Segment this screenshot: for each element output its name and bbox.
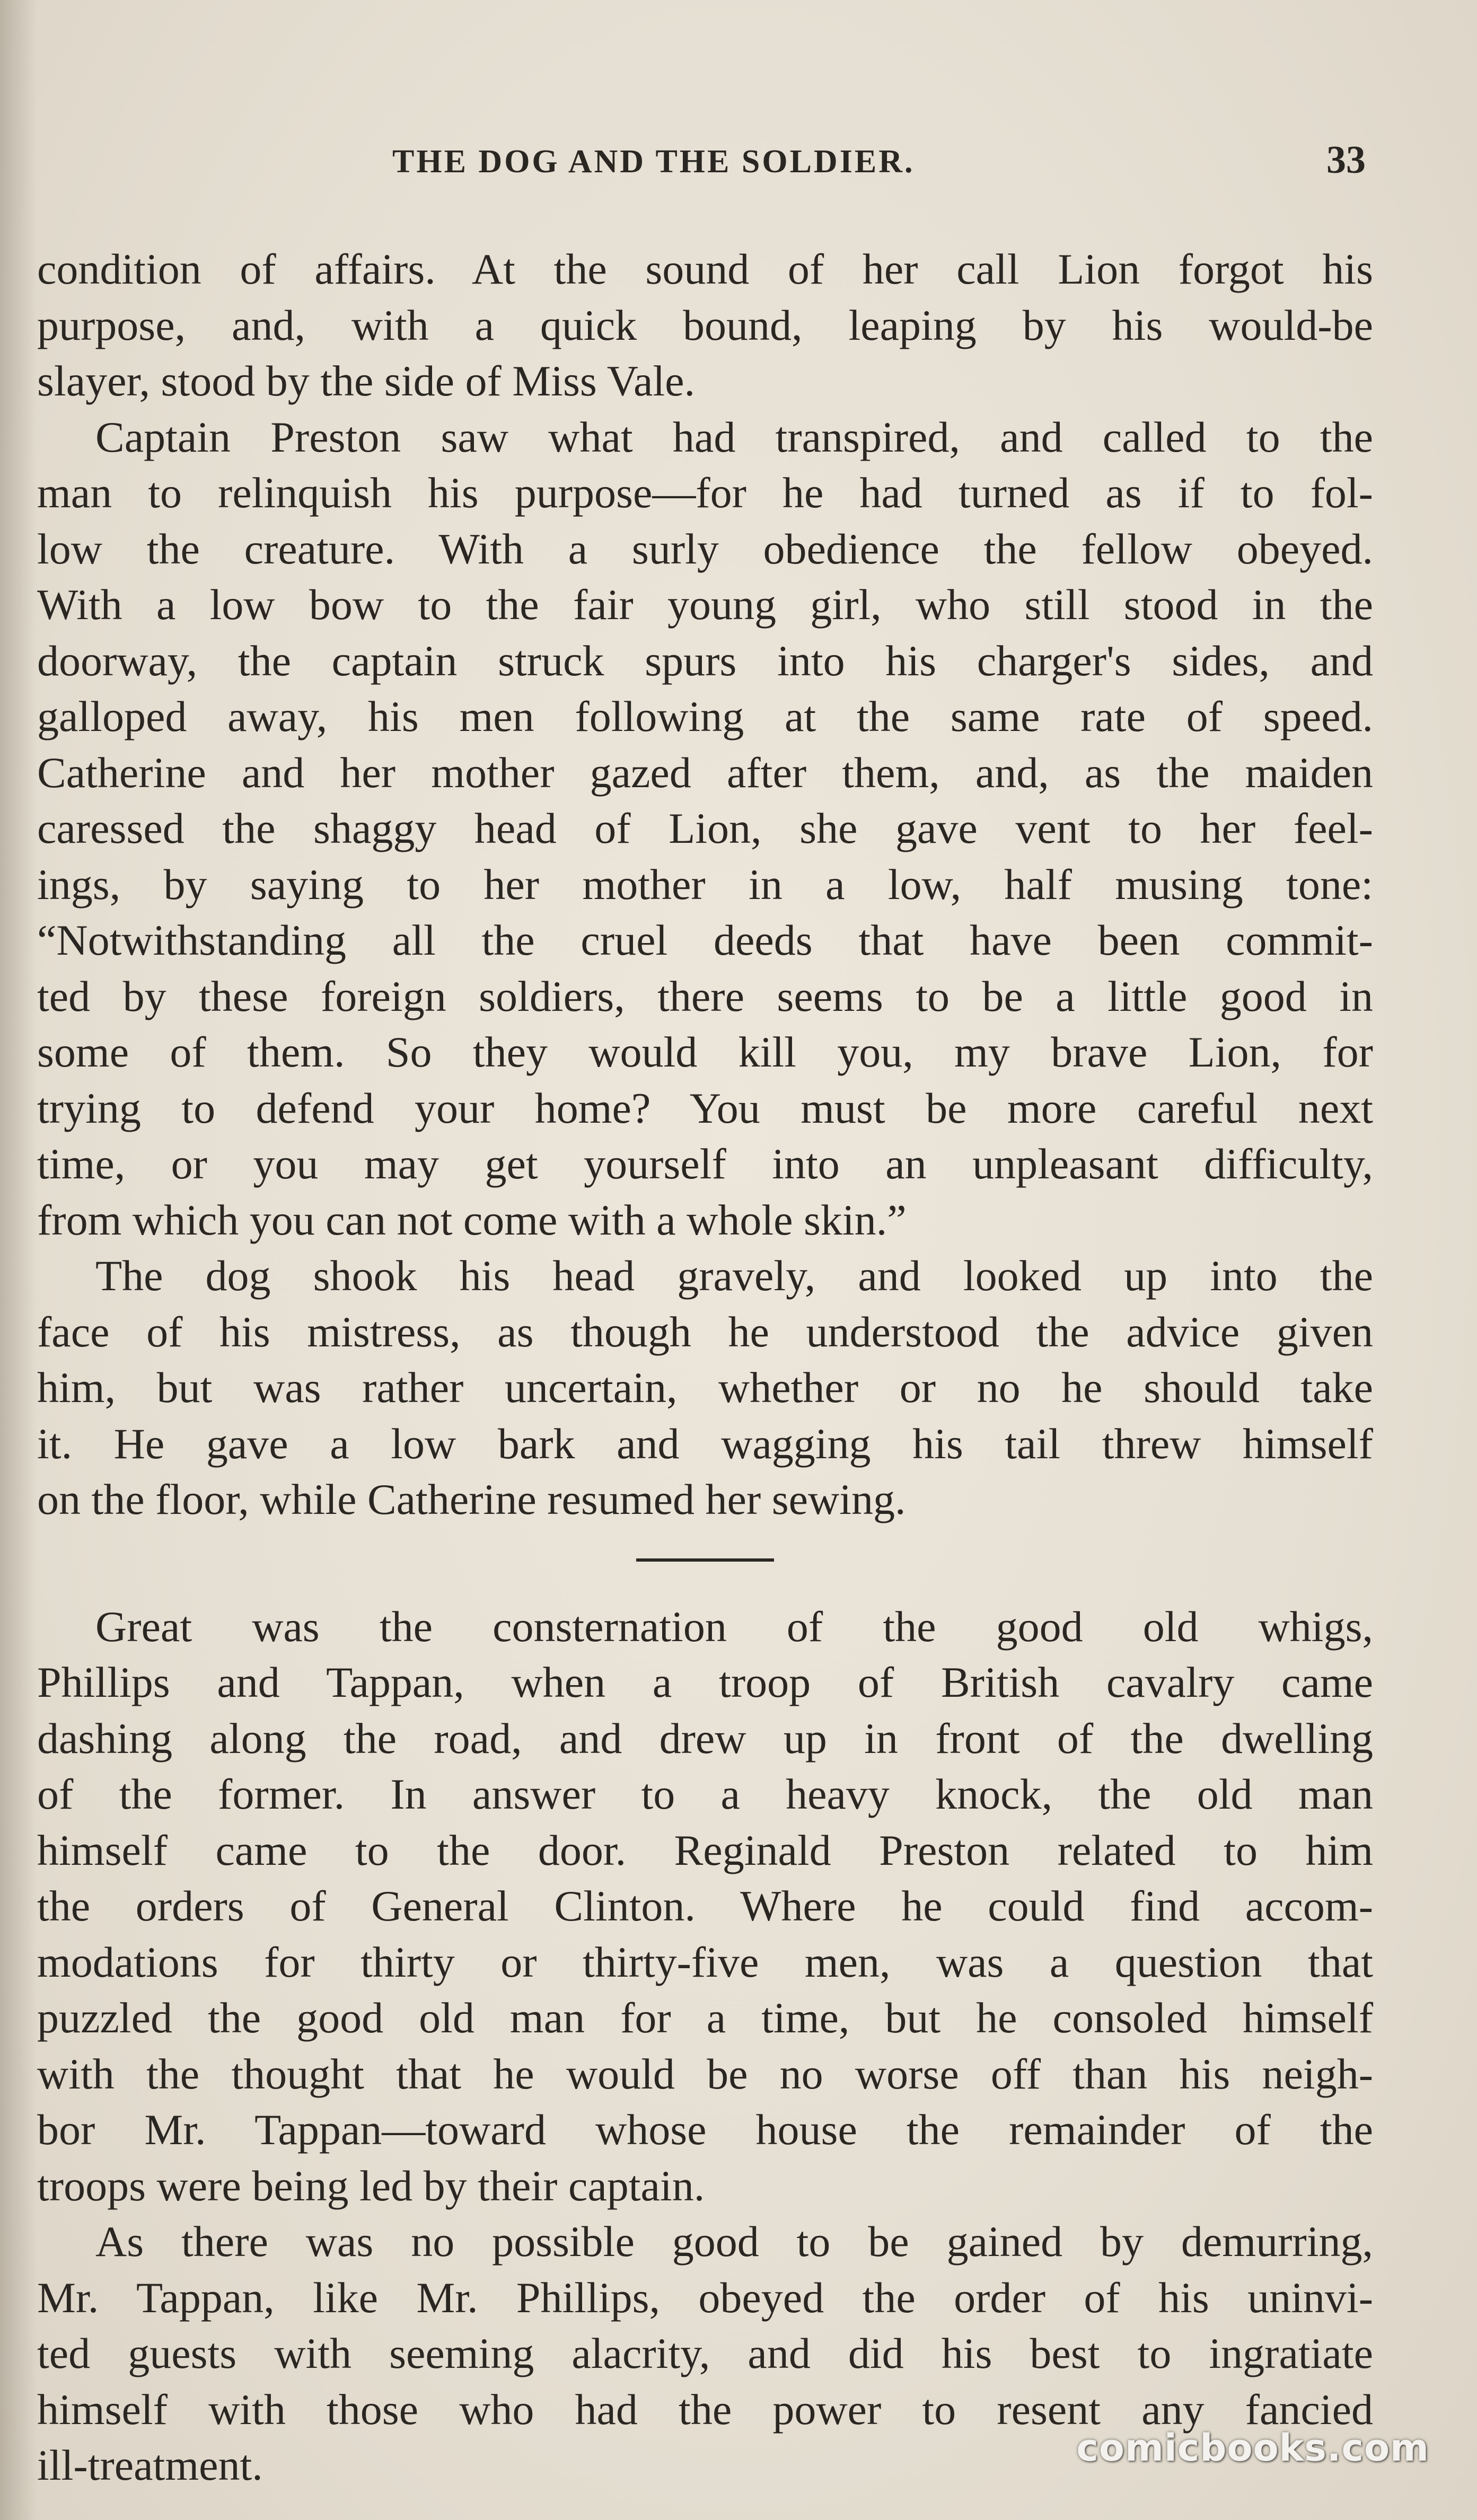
text-line: With a low bow to the fair young girl, who still stood in the (37, 580, 1373, 629)
text-line: man to relinquish his purpose—for he had turned as if to fol- (37, 469, 1373, 517)
paragraph (37, 1599, 1373, 2214)
text-line: face of his mistress, as though he understood the advice given (37, 1307, 1373, 1356)
text-line: trying to defend your home? You must be more careful next (37, 1083, 1373, 1132)
text-line: Mr. Tappan, like Mr. Phillips, obeyed the order of his uninvi- (37, 2273, 1373, 2322)
text-line: bor Mr. Tappan—toward whose house the remainder of the (37, 2105, 1373, 2154)
text-line: of the former. In answer to a heavy knock, the old man (37, 1770, 1373, 1818)
page-number: 33 (1326, 138, 1366, 182)
text-line: condition of affairs. At the sound of her call Lion forgot his (37, 245, 1373, 293)
text-line: As there was no possible good to be gained by demurring, (95, 2217, 1373, 2266)
text-line: galloped away, his men following at the same rate of speed. (37, 692, 1373, 741)
text-line: some of them. So they would kill you, my brave Lion, for (37, 1028, 1373, 1076)
text-line: “Notwithstanding all the cruel deeds that have been commit- (37, 916, 1373, 964)
text-line: Phillips and Tappan, when a troop of British cavalry came (37, 1658, 1373, 1706)
text-line: ted by these foreign soldiers, there seems to be a little good in (37, 972, 1373, 1020)
paragraph (37, 1248, 1373, 1528)
text-line: from which you can not come with a whole skin.” (37, 1195, 907, 1244)
text-line: ill-treatment. (37, 2441, 263, 2489)
text-line: The dog shook his head gravely, and looked up into the (95, 1252, 1373, 1300)
text-line: Captain Preston saw what had transpired, and called to the (95, 412, 1373, 461)
text-line: slayer, stood by the side of Miss Vale. (37, 357, 696, 405)
text-line: ings, by saying to her mother in a low, half musing tone: (37, 860, 1373, 909)
page-gutter-shadow (0, 0, 37, 2520)
text-line: himself with those who had the power to resent any fancied (37, 2385, 1373, 2434)
text-line: Catherine and her mother gazed after them, and, as the maiden (37, 748, 1373, 797)
watermark-logo: comicbooks.com (1076, 2426, 1429, 2470)
text-line: him, but was rather uncertain, whether or no he should take (37, 1363, 1373, 1412)
text-line: on the floor, while Catherine resumed her sewing. (37, 1475, 906, 1523)
section-divider (636, 1558, 774, 1562)
text-line: purpose, and, with a quick bound, leaping by his would-be (37, 301, 1373, 349)
text-line: himself came to the door. Reginald Preston related to him (37, 1826, 1373, 1874)
body-text (37, 241, 1373, 2493)
text-line: dashing along the road, and drew up in front of the dwelling (37, 1714, 1373, 1763)
text-line: the orders of General Clinton. Where he could find accom- (37, 1882, 1373, 1930)
text-line: doorway, the captain struck spurs into his charger's sides, and (37, 636, 1373, 685)
text-line: caressed the shaggy head of Lion, she gave vent to her feel- (37, 804, 1373, 852)
text-line: with the thought that he would be no worse off than his neigh- (37, 2049, 1373, 2098)
text-line: time, or you may get yourself into an unpleasant difficulty, (37, 1140, 1373, 1188)
paragraph (37, 241, 1373, 409)
text-line: it. He gave a low bark and wagging his tail threw himself (37, 1419, 1373, 1468)
text-line: ted guests with seeming alacrity, and did his best to ingratiate (37, 2329, 1373, 2377)
paragraph (37, 409, 1373, 1248)
text-line: puzzled the good old man for a time, but he consoled himself (37, 1994, 1373, 2042)
page-header (0, 138, 1477, 196)
running-title: THE DOG AND THE SOLDIER. (392, 144, 915, 180)
text-line: Great was the consternation of the good old whigs, (95, 1602, 1373, 1651)
text-line: troops were being led by their captain. (37, 2161, 705, 2210)
text-line: low the creature. With a surly obedience the fellow obeyed. (37, 524, 1373, 573)
text-line: modations for thirty or thirty-five men, was a question that (37, 1937, 1373, 1986)
